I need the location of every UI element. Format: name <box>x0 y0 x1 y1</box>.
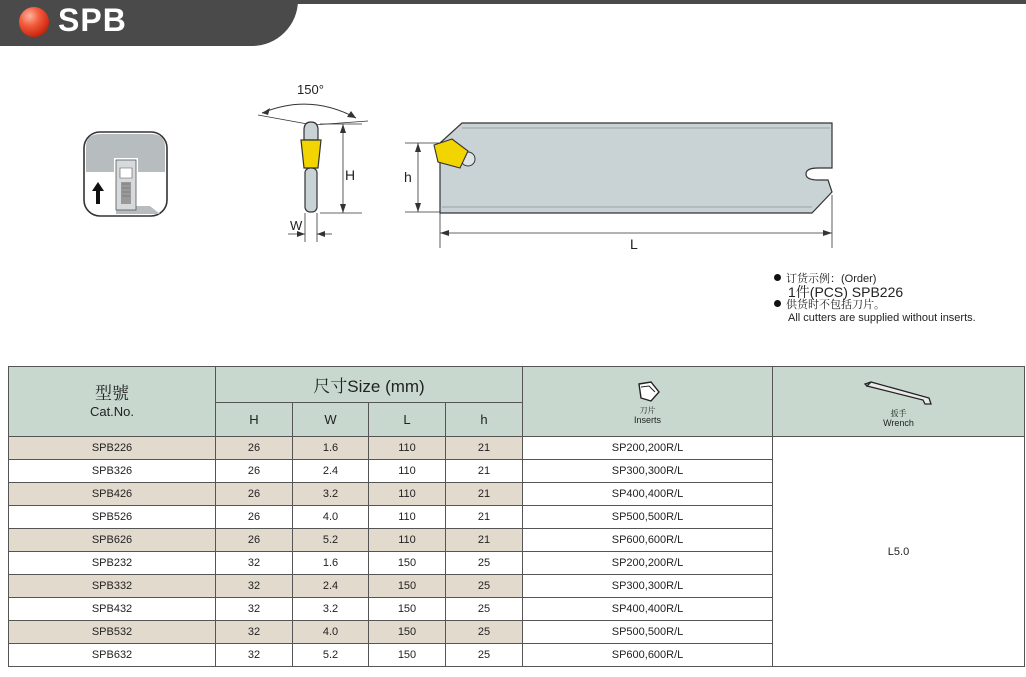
insert-cell: SP200,200R/L <box>523 437 773 460</box>
l-cell: 110 <box>369 506 446 529</box>
inserts-header-cn: 刀片 <box>639 405 656 415</box>
cat-no-cell: SPB632 <box>9 644 216 667</box>
side-h-cell: 21 <box>446 460 523 483</box>
insert-cell: SP400,400R/L <box>523 598 773 621</box>
cat-no-cell: SPB532 <box>9 621 216 644</box>
w-cell: 5.2 <box>293 529 369 552</box>
col-header-W: W <box>293 403 369 437</box>
insert-cell: SP300,300R/L <box>523 575 773 598</box>
col-header-L: L <box>369 403 446 437</box>
wrench-header-cn: 扳手 <box>890 408 907 418</box>
l-cell: 150 <box>369 644 446 667</box>
catno-header-cn: 型號 <box>95 383 129 403</box>
cat-no-cell: SPB226 <box>9 437 216 460</box>
side-h-cell: 25 <box>446 598 523 621</box>
cat-no-cell: SPB432 <box>9 598 216 621</box>
supply-note-cn: 供货时不包括刀片。 <box>786 299 885 311</box>
side-h-cell: 21 <box>446 483 523 506</box>
insert-cell: SP500,500R/L <box>523 506 773 529</box>
side-h-cell: 25 <box>446 644 523 667</box>
cat-no-cell: SPB326 <box>9 460 216 483</box>
l-cell: 150 <box>369 575 446 598</box>
width-label: W <box>290 218 303 233</box>
h-cell: 26 <box>216 506 293 529</box>
cat-no-cell: SPB232 <box>9 552 216 575</box>
catno-header-en: Cat.No. <box>89 403 135 419</box>
l-cell: 110 <box>369 529 446 552</box>
supply-note-en: All cutters are supplied without inserts. <box>788 312 976 324</box>
side-h-cell: 21 <box>446 529 523 552</box>
bullet-icon <box>774 274 781 281</box>
w-cell: 2.4 <box>293 575 369 598</box>
wrench-icon <box>863 376 935 406</box>
h-cell: 32 <box>216 598 293 621</box>
h-cell: 32 <box>216 575 293 598</box>
side-h-cell: 25 <box>446 621 523 644</box>
angle-label: 150° <box>297 82 324 97</box>
order-example-label: 订货示例：(Order) <box>786 273 877 285</box>
w-cell: 3.2 <box>293 483 369 506</box>
w-cell: 4.0 <box>293 506 369 529</box>
w-cell: 1.6 <box>293 437 369 460</box>
h-cell: 26 <box>216 460 293 483</box>
side-height-label: h <box>404 169 412 185</box>
l-cell: 110 <box>369 460 446 483</box>
insert-cell: SP200,200R/L <box>523 552 773 575</box>
cat-no-cell: SPB426 <box>9 483 216 506</box>
height-label: H <box>345 167 356 183</box>
size-header: 尺寸Size (mm) <box>216 367 523 403</box>
h-cell: 26 <box>216 437 293 460</box>
cat-no-cell: SPB626 <box>9 529 216 552</box>
col-header-H: H <box>216 403 293 437</box>
side-h-cell: 21 <box>446 506 523 529</box>
insert-cell: SP500,500R/L <box>523 621 773 644</box>
inserts-header <box>523 367 773 437</box>
side-h-cell: 25 <box>446 552 523 575</box>
insert-cell: SP600,600R/L <box>523 529 773 552</box>
h-cell: 32 <box>216 552 293 575</box>
w-cell: 2.4 <box>293 460 369 483</box>
h-cell: 26 <box>216 529 293 552</box>
order-code: SPB226 <box>851 284 904 300</box>
spec-table <box>8 366 1025 667</box>
catno-header <box>9 367 216 437</box>
wrench-header-en: Wrench <box>883 417 914 428</box>
length-label: L <box>630 236 638 252</box>
l-cell: 110 <box>369 483 446 506</box>
insert-cell: SP300,300R/L <box>523 460 773 483</box>
w-cell: 1.6 <box>293 552 369 575</box>
inserts-header-en: Inserts <box>634 414 662 425</box>
cat-no-cell: SPB332 <box>9 575 216 598</box>
side-h-cell: 25 <box>446 575 523 598</box>
l-cell: 150 <box>369 598 446 621</box>
wrench-cell: L5.0 <box>773 437 1025 667</box>
blade-front-view <box>301 122 321 212</box>
blade-side-view <box>434 123 832 213</box>
table-row <box>9 437 1025 460</box>
l-cell: 150 <box>369 552 446 575</box>
order-qty: 1件(PCS) <box>788 284 848 300</box>
h-cell: 26 <box>216 483 293 506</box>
side-h-cell: 21 <box>446 437 523 460</box>
order-notes <box>774 273 976 325</box>
h-cell: 32 <box>216 644 293 667</box>
col-header-h: h <box>446 403 523 437</box>
wrench-header <box>773 367 1025 437</box>
h-cell: 32 <box>216 621 293 644</box>
insert-cell: SP400,400R/L <box>523 483 773 506</box>
l-cell: 110 <box>369 437 446 460</box>
bullet-icon <box>774 300 781 307</box>
l-cell: 150 <box>369 621 446 644</box>
w-cell: 5.2 <box>293 644 369 667</box>
insert-cell: SP600,600R/L <box>523 644 773 667</box>
mounting-icon <box>84 132 167 216</box>
w-cell: 3.2 <box>293 598 369 621</box>
cat-no-cell: SPB526 <box>9 506 216 529</box>
w-cell: 4.0 <box>293 621 369 644</box>
page-title: SPB <box>58 2 127 38</box>
insert-icon <box>633 379 663 403</box>
